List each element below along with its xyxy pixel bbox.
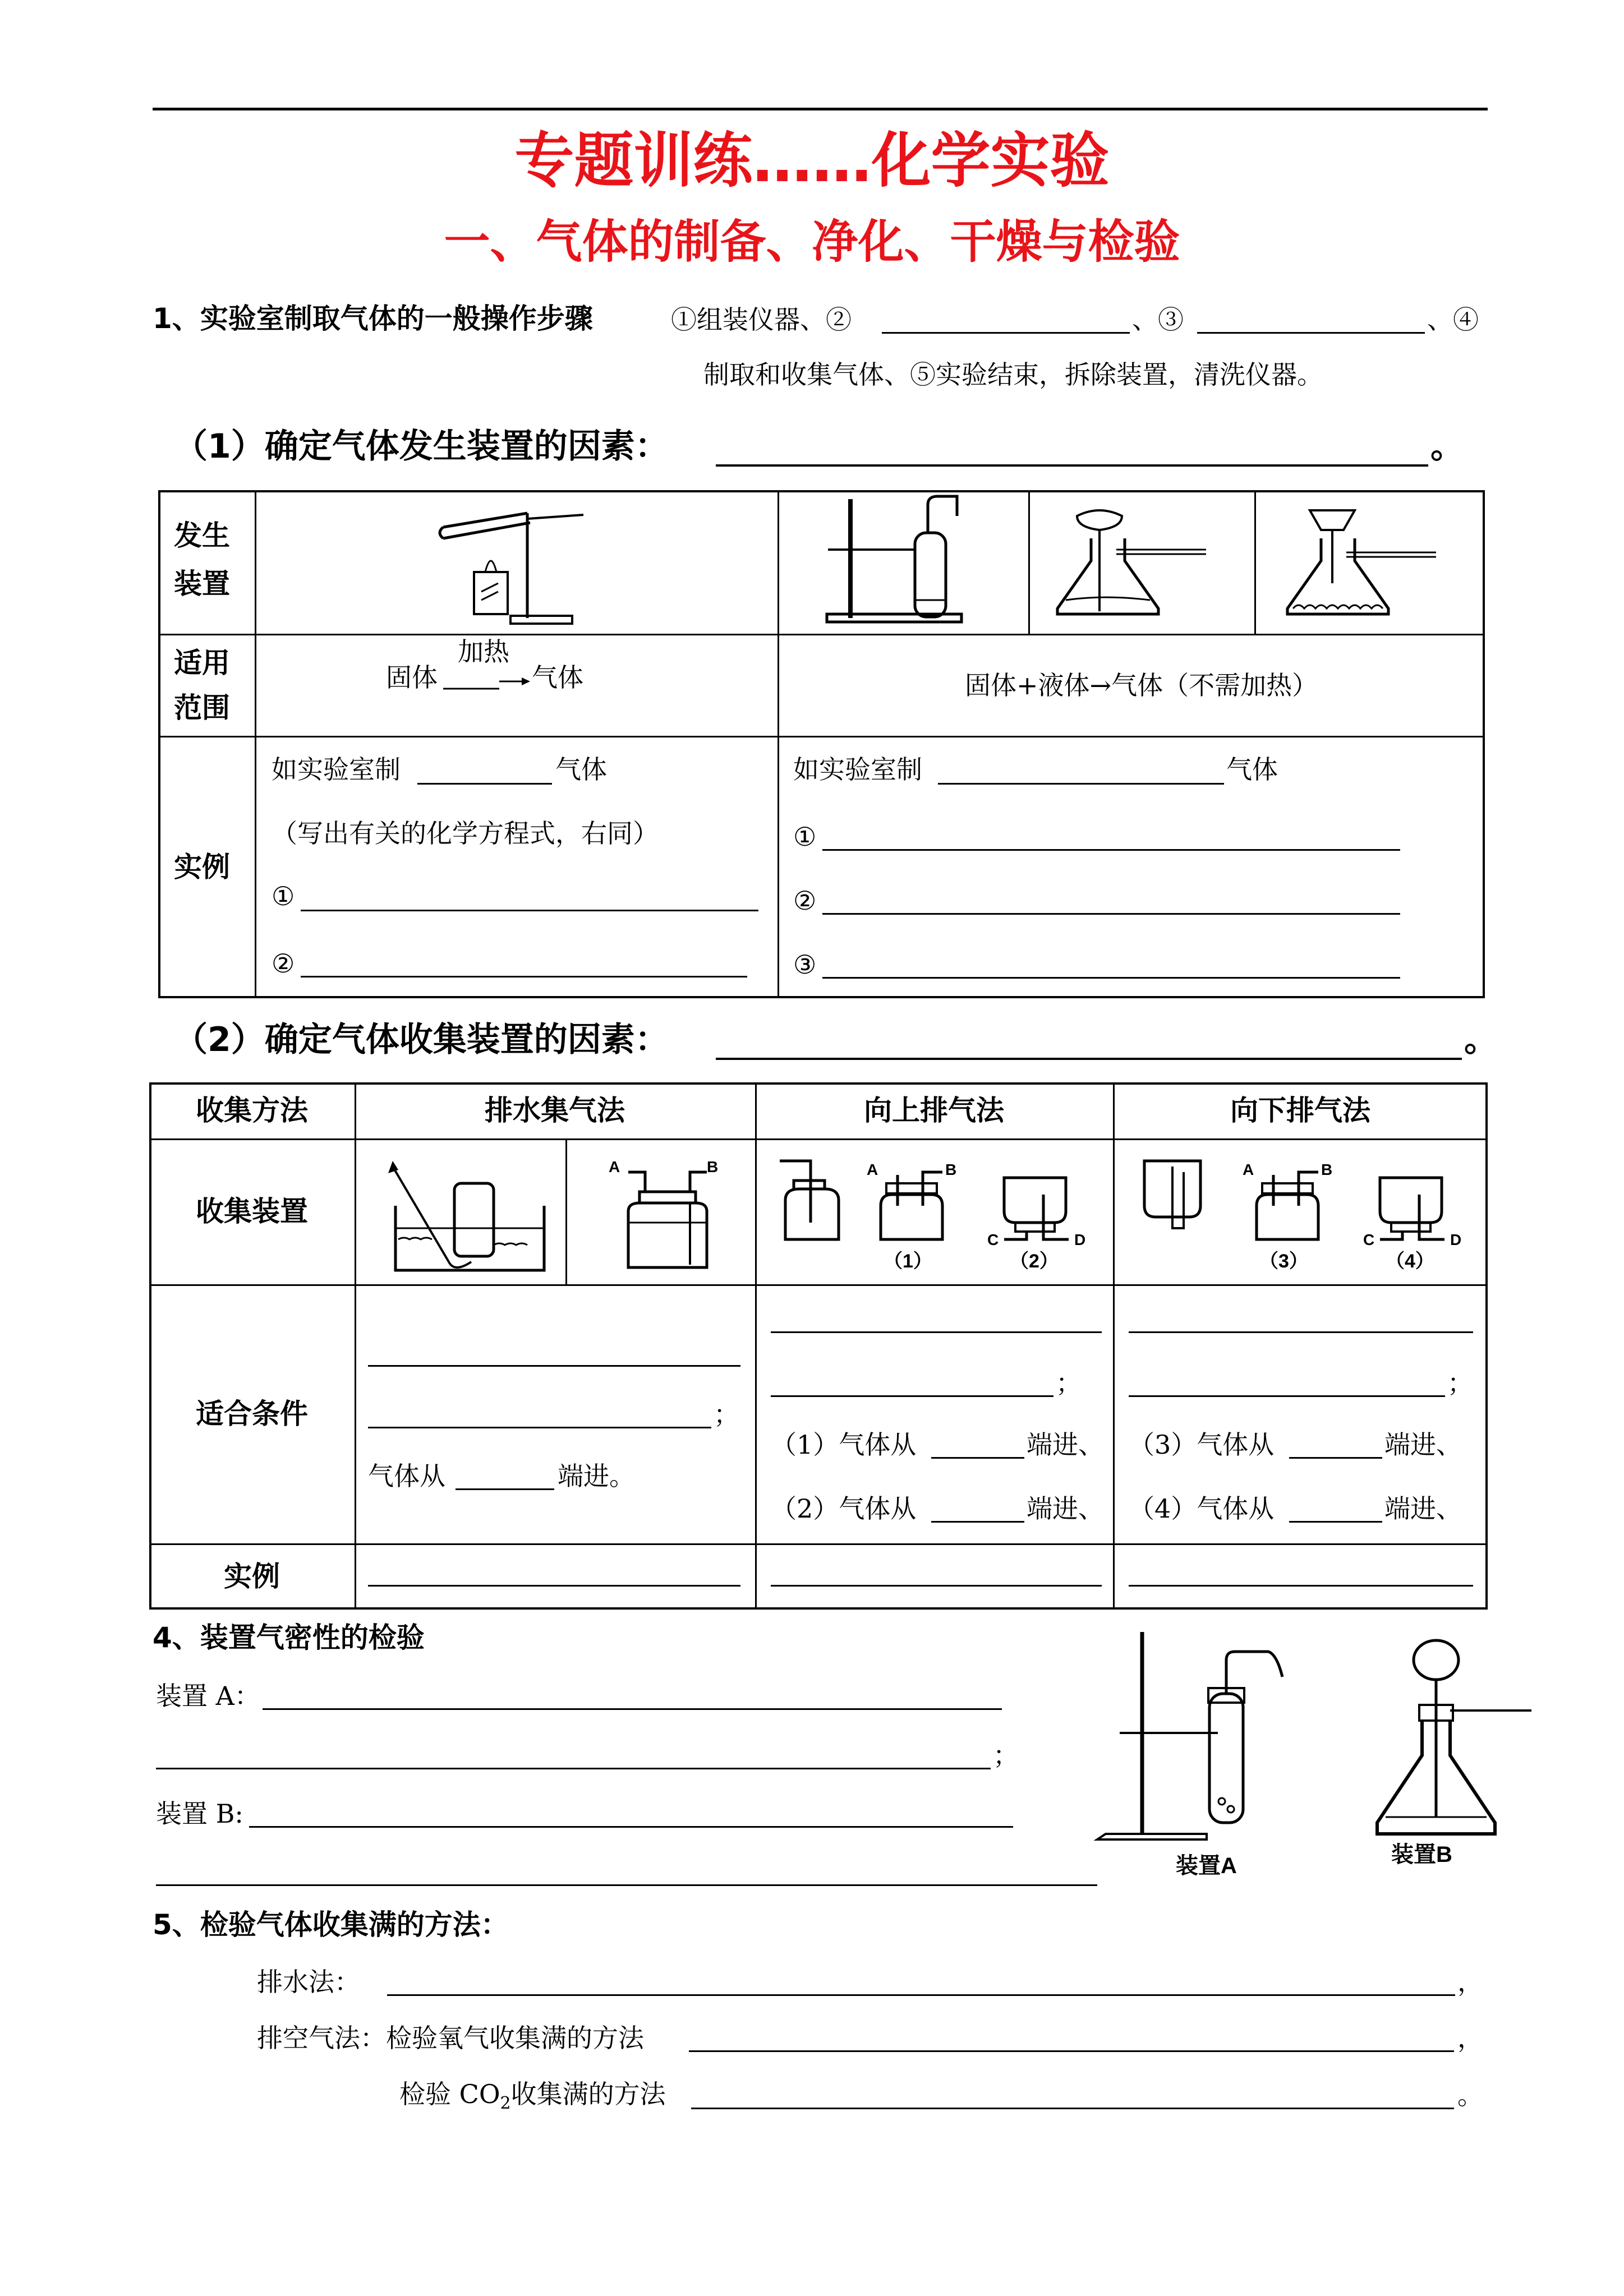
down-cond-blank-1 (1129, 1331, 1473, 1333)
down-cond-semicolon: ； (1447, 1368, 1473, 1398)
water-cond-end-blank (456, 1488, 554, 1490)
up-cond-2: （2）气体从 (771, 1493, 917, 1524)
separatory-funnel-apparatus-icon (1279, 499, 1459, 628)
part2-heading: （2）确定气体收集装置的因素： (174, 1020, 669, 1059)
page-title: 专题训练……化学实验 (514, 126, 1110, 195)
downward-air-bottles-icon (1128, 1150, 1475, 1279)
down-cond-3: （3）气体从 (1129, 1430, 1275, 1460)
down-cond-4: （4）气体从 (1129, 1493, 1275, 1524)
q5-co2-label (399, 2078, 666, 2119)
down-d-text: D (1450, 1231, 1462, 1248)
down-a-text: A (1243, 1161, 1254, 1178)
ex-right-blank (938, 783, 1224, 785)
device-b-caption: 装置B (1391, 1842, 1452, 1867)
down-n4-text: （4） (1386, 1251, 1434, 1272)
row-label-condition: 适合条件 (196, 1398, 308, 1430)
row-label-device (174, 511, 230, 608)
row-label-range-b: 范围 (174, 691, 230, 724)
water-trough-icon (381, 1161, 550, 1273)
t1-vline-r1 (1028, 490, 1030, 635)
up-d-text: D (1074, 1231, 1086, 1248)
q4-device-a-blank-2 (156, 1768, 991, 1769)
q4-semicolon: ； (993, 1740, 1019, 1771)
ex-right-pre: 如实验室制 (793, 754, 922, 785)
t2-vline-4 (1113, 1082, 1115, 1610)
t1-vline-label (255, 490, 256, 998)
q4-heading: 4、装置气密性的检验 (153, 1621, 425, 1654)
ex-right-eq1 (822, 849, 1400, 851)
q4-device-a-label: 装置 A： (156, 1681, 260, 1711)
up-a-text: A (867, 1161, 878, 1178)
down-b-text: B (1321, 1161, 1333, 1178)
ex-right-c2: ② (793, 886, 817, 916)
up-cond-semicolon: ； (1056, 1368, 1082, 1398)
col-header-water: 排水集气法 (485, 1094, 625, 1127)
col-header-method: 收集方法 (196, 1094, 308, 1127)
part1-end: 。 (1430, 427, 1464, 466)
up-cond-1: （1）气体从 (771, 1430, 917, 1460)
upward-air-bottles-icon (769, 1150, 1105, 1279)
q5-co2-pre: 检验 CO (399, 2079, 500, 2109)
heat-arrow-icon (443, 673, 533, 690)
part1-blank (716, 464, 1428, 467)
q4-device-b-label: 装置 B: (156, 1799, 243, 1829)
row-label-device-a: 发生 (174, 519, 230, 552)
range-left-heat: 加热 (458, 637, 509, 667)
up-cond-2-blank (931, 1521, 1024, 1523)
up-cond-blank-2 (771, 1395, 1053, 1397)
water-cond-blank-1 (368, 1365, 740, 1367)
ex-left-c2: ② (272, 948, 295, 979)
q4-device-b-blank-2 (156, 1884, 1097, 1886)
row-label-example: 实例 (174, 851, 230, 883)
label-b-text: B (707, 1158, 719, 1175)
down-cond-3-blank (1289, 1457, 1382, 1459)
q5-co2-post: 收集满的方法 (510, 2079, 666, 2109)
ex-left-eq1 (301, 910, 758, 911)
gas-bottle-water-icon (606, 1155, 729, 1273)
water-cond-in-post: 端进。 (558, 1461, 635, 1491)
ex-left-note: （写出有关的化学方程式，右同） (272, 818, 659, 849)
water-cond-in: 气体从 (368, 1461, 445, 1491)
down-cond-blank-2 (1129, 1395, 1445, 1397)
q1-step3: 、③ (1132, 305, 1184, 335)
top-rule (153, 108, 1488, 110)
t2-vline-2 (565, 1138, 567, 1285)
ex-left-blank (417, 783, 552, 785)
device-b-figure (1358, 1632, 1543, 1867)
q1-blank-3 (1197, 332, 1425, 334)
down-c-text: C (1363, 1231, 1375, 1248)
down-n3-text: （3） (1259, 1251, 1308, 1272)
ex-left-c1: ① (272, 881, 295, 911)
q5-heading: 5、检验气体收集满的方法： (153, 1908, 509, 1941)
t2-vline-1 (355, 1082, 356, 1610)
page-subtitle: 一、气体的制备、净化、干燥与检验 (444, 215, 1180, 269)
part2-blank (716, 1058, 1462, 1060)
q1-step4: 、④ (1427, 305, 1479, 335)
q1-label: 1、实验室制取气体的一般操作步骤 (153, 302, 593, 335)
water-example-blank (368, 1585, 740, 1587)
t1-hline-2 (158, 736, 1485, 737)
q4-device-a-blank-1 (263, 1708, 1002, 1710)
q5-o2-blank (689, 2050, 1454, 2052)
label-a-text: A (609, 1158, 620, 1175)
up-b-text: B (945, 1161, 957, 1178)
q5-co2-period: 。 (1457, 2080, 1483, 2110)
range-left-pre: 固体 (386, 662, 438, 693)
ex-left-pre: 如实验室制 (272, 754, 401, 785)
q1-text (153, 302, 593, 335)
part1-heading: （1）确定气体发生装置的因素： (174, 427, 669, 466)
device-a-figure (1097, 1626, 1310, 1878)
row-label-collect-device: 收集装置 (196, 1195, 308, 1228)
up-n1-text: （1） (884, 1251, 932, 1272)
up-n2-text: （2） (1010, 1251, 1059, 1272)
ex-left-eq2 (301, 976, 747, 978)
q5-co2-blank (691, 2108, 1454, 2109)
row-label-range (174, 640, 230, 730)
col-header-upward: 向上排气法 (864, 1094, 1004, 1127)
device-a-caption: 装置A (1176, 1854, 1237, 1878)
test-tube-apparatus-icon (817, 494, 996, 634)
t2-vline-3 (755, 1082, 757, 1610)
ex-left-post: 气体 (555, 754, 607, 785)
q5-water-comma: ， (1457, 1967, 1483, 1997)
range-left-post: 气体 (532, 662, 583, 693)
down-example-blank (1129, 1585, 1473, 1587)
t1-hline-1 (158, 634, 1485, 635)
down-cond-3-end: 端进、 (1384, 1430, 1462, 1460)
q1-line2: 制取和收集气体、⑤实验结束，拆除装置，清洗仪器。 (703, 359, 1323, 390)
q5-water-blank (387, 1994, 1455, 1996)
up-cond-blank-1 (771, 1331, 1102, 1333)
up-cond-1-blank (931, 1457, 1024, 1459)
ex-right-post: 气体 (1226, 754, 1278, 785)
ex-right-c3: ③ (793, 949, 817, 980)
q1-blank-2 (882, 332, 1130, 334)
row-label-device-b: 装置 (174, 568, 230, 600)
down-cond-4-blank (1289, 1521, 1382, 1523)
ex-right-eq2 (822, 913, 1400, 915)
up-cond-1-end: 端进、 (1027, 1430, 1104, 1460)
row-label-range-a: 适用 (174, 647, 230, 679)
q5-water-label: 排水法： (257, 1967, 360, 1997)
up-c-text: C (987, 1231, 999, 1248)
up-cond-2-end: 端进、 (1027, 1493, 1104, 1524)
q1-step1: ①组装仪器、② (671, 305, 852, 335)
range-right: 固体+液体→气体（不需加热） (965, 670, 1318, 700)
q4-device-b-blank-1 (249, 1826, 1013, 1828)
q5-air-label: 排空气法：检验氧气收集满的方法 (257, 2023, 644, 2053)
t1-vline-mid (778, 490, 779, 998)
water-cond-blank-2 (368, 1427, 711, 1428)
row-label-collect-example: 实例 (224, 1560, 280, 1593)
q5-co2-sub: 2 (500, 2094, 511, 2114)
water-cond-semicolon: ； (714, 1399, 739, 1430)
down-cond-4-end: 端进、 (1384, 1493, 1462, 1524)
ex-right-c1: ① (793, 822, 817, 852)
part2-end: 。 (1464, 1020, 1498, 1059)
col-header-downward: 向下排气法 (1230, 1094, 1370, 1127)
q5-o2-comma: ， (1457, 2023, 1483, 2053)
t1-vline-r2 (1254, 490, 1256, 635)
heating-apparatus-icon (432, 494, 600, 634)
flask-funnel-apparatus-icon (1049, 499, 1229, 628)
ex-right-eq3 (822, 977, 1400, 979)
up-example-blank (771, 1585, 1102, 1587)
